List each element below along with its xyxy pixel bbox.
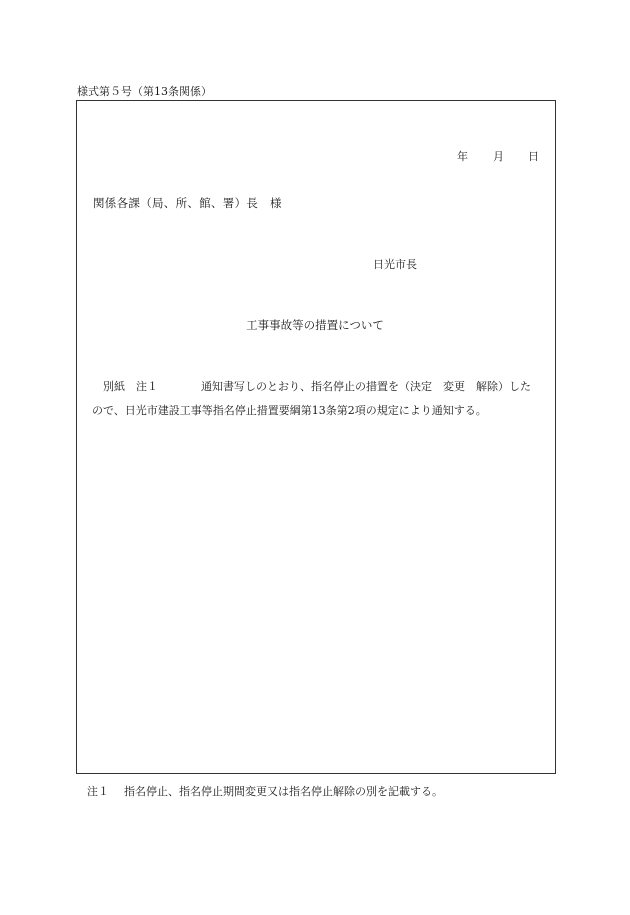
body-line-2: ので、日光市建設工事等指名停止措置要綱第13条第2項の規定により通知する。	[92, 404, 487, 417]
sender: 日光市長	[373, 258, 417, 271]
footnote-text: 指名停止、指名停止期間変更又は指名停止解除の別を記載する。	[124, 785, 443, 798]
footnote	[87, 783, 443, 799]
body-text-1: 通知書写しのとおり、指名停止の措置を（決定 変更 解除）した	[201, 380, 531, 393]
footnote-mark: 注１	[87, 785, 109, 798]
body-line-1	[103, 378, 531, 394]
date-day-label: 日	[528, 150, 539, 163]
form-number-label: 様式第５号（第13条関係）	[77, 85, 212, 98]
addressee: 関係各課（局、所、館、署）長 様	[93, 196, 282, 210]
date-year-label: 年	[457, 150, 468, 163]
date-month-label: 月	[493, 150, 504, 163]
document-title: 工事事故等の措置について	[246, 318, 384, 332]
attachment-note-label: 別紙 注１	[103, 380, 158, 393]
